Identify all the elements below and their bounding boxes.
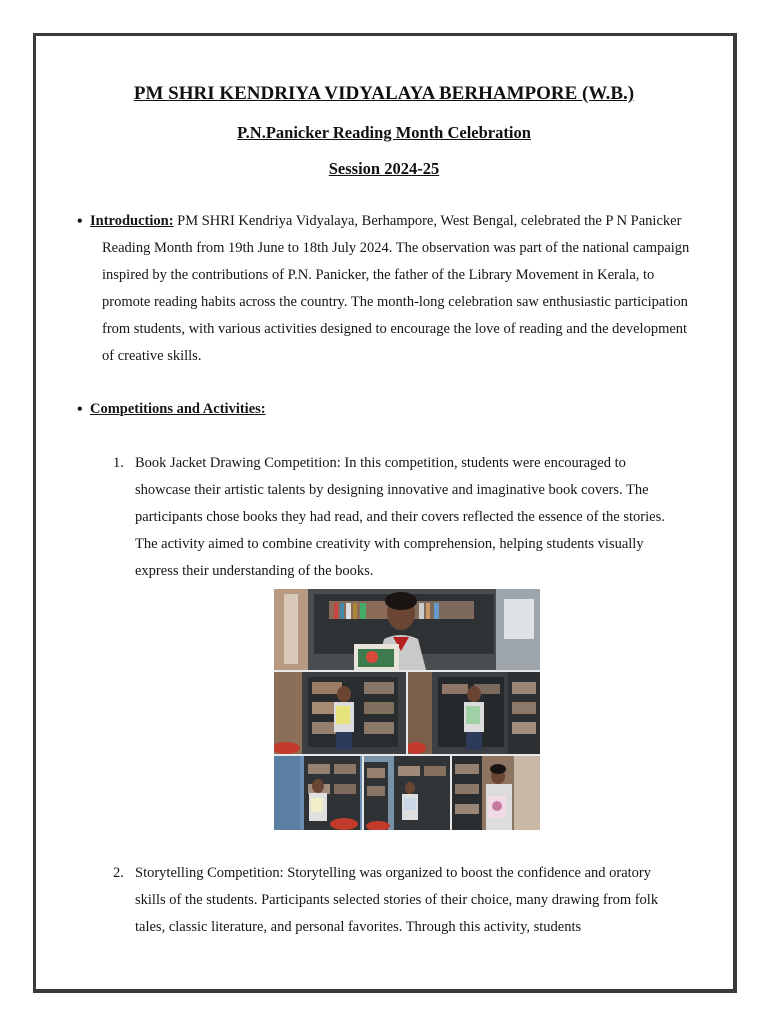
introduction-paragraph — [90, 208, 692, 370]
list-number: 1. — [113, 455, 124, 471]
competitions-heading: Competitions and Activities: — [90, 401, 266, 417]
introduction-label: Introduction: — [90, 213, 174, 229]
bullet-icon: • — [77, 213, 83, 230]
photo-student-bottom-right — [452, 756, 540, 830]
bullet-icon: • — [77, 401, 83, 418]
photo-student-with-book — [274, 589, 540, 670]
list-number: 2. — [113, 865, 124, 881]
event-title: P.N.Panicker Reading Month Celebration — [237, 123, 531, 142]
school-title: PM SHRI KENDRIYA VIDYALAYA BERHAMPORE (W.B.) — [133, 83, 635, 104]
photo-student-right — [408, 672, 540, 754]
photo-student-left — [274, 672, 406, 754]
session-title: Session 2024-25 — [328, 159, 440, 178]
introduction-text: PM SHRI Kendriya Vidyalaya, Berhampore, West Bengal, celebrated the P N Panicker Reading Month from 19th June to 18th July 2024. The observation was part of the national campaign inspired by the contributions of P.N. Panicker, the father of the Library Movement in Kerala, to promote reading habits across the country. The month-long celebration saw enthusiastic participation from students, with various activities designed to encourage the love of reading and the development of creative skills. — [102, 213, 690, 364]
photo-student-bottom-left — [274, 756, 362, 830]
list-item-book-jacket: Book Jacket Drawing Competition: In this competition, students were encouraged to showcase their artistic talents by designing innovative and imaginative book covers. The participants chose books they had read, and their covers reflected the essence of the stories. The activity aimed to combine creativity with comprehension, helping students visually express their understanding of the books. — [135, 455, 665, 579]
photo-student-bottom-middle — [364, 756, 450, 830]
photo-collage — [274, 589, 540, 830]
list-item-storytelling: Storytelling Competition: Storytelling was organized to boost the confidence and oratory skills of the students. Participants selected stories of their choice, many drawing from folk tales, classic literature, and personal favorites. Through this activity, students — [135, 865, 659, 935]
